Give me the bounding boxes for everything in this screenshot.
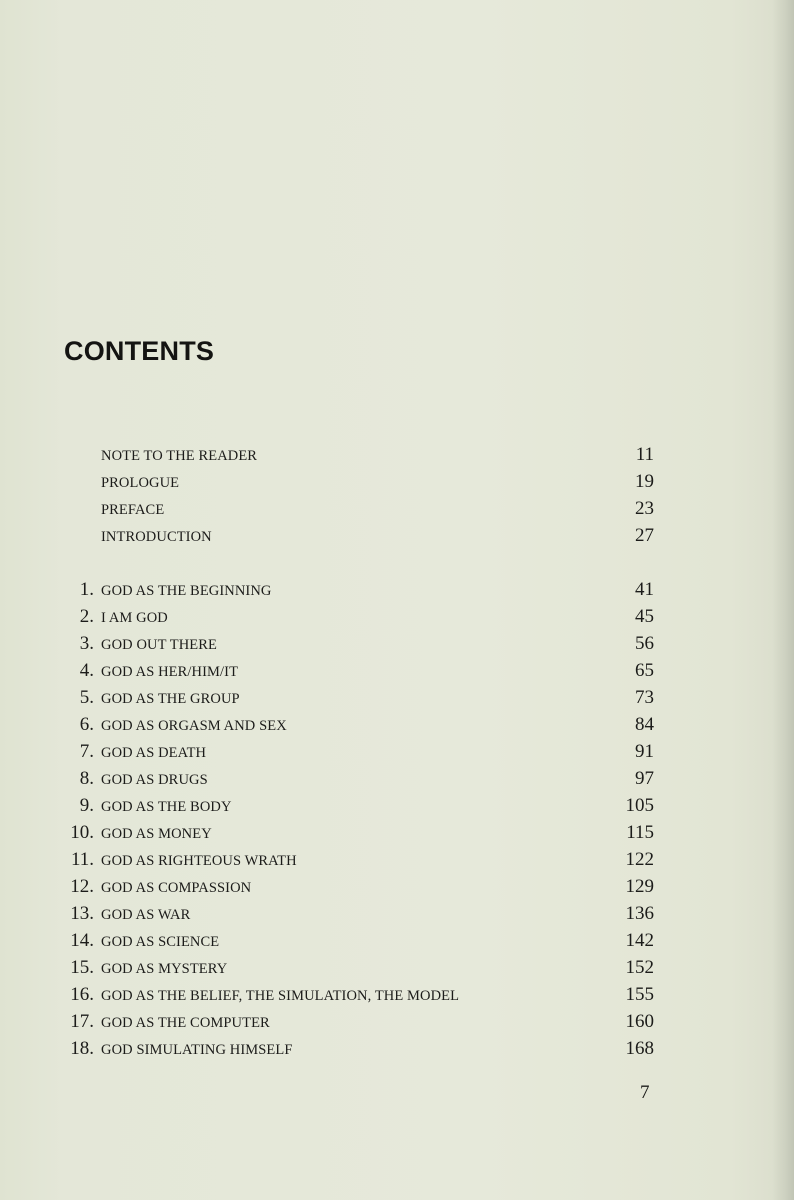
chapter-number: 16. bbox=[70, 984, 94, 1005]
chapter-number: 11. bbox=[70, 849, 94, 870]
chapter-number: 14. bbox=[70, 930, 94, 951]
contents-heading: CONTENTS bbox=[64, 336, 215, 366]
chapter-number: 2. bbox=[79, 606, 94, 627]
toc-entry-title: GOD AS HER/HIM/IT bbox=[101, 664, 239, 680]
toc-entry-page: 160 bbox=[625, 1011, 654, 1032]
toc-entry-page: 91 bbox=[635, 741, 654, 762]
toc-entry-chapter[interactable] bbox=[0, 739, 794, 769]
toc-entry-chapter[interactable] bbox=[0, 901, 794, 931]
toc-entry-page: 73 bbox=[635, 687, 654, 708]
toc-entry-page: 155 bbox=[625, 984, 654, 1005]
toc-entry-chapter[interactable] bbox=[0, 685, 794, 715]
toc-entry-title: GOD AS THE COMPUTER bbox=[101, 1015, 270, 1031]
toc-entry-title: GOD AS WAR bbox=[101, 907, 191, 923]
toc-entry-chapter[interactable] bbox=[0, 766, 794, 796]
toc-entry-chapter[interactable] bbox=[0, 847, 794, 877]
toc-entry-title: GOD SIMULATING HIMSELF bbox=[101, 1042, 293, 1058]
toc-entry-page: 45 bbox=[635, 606, 654, 627]
chapter-number: 1. bbox=[79, 579, 94, 600]
chapter-number: 5. bbox=[79, 687, 94, 708]
chapter-number: 15. bbox=[70, 957, 94, 978]
toc-entry-title: GOD AS MYSTERY bbox=[101, 961, 228, 977]
toc-entry-front-matter[interactable] bbox=[0, 496, 794, 526]
toc-entry-title: GOD AS DRUGS bbox=[101, 772, 208, 788]
toc-entry-title: GOD AS RIGHTEOUS WRATH bbox=[101, 853, 297, 869]
chapter-number: 3. bbox=[79, 633, 94, 654]
toc-entry-title: GOD AS THE BODY bbox=[101, 799, 232, 815]
toc-entry-page: 142 bbox=[625, 930, 654, 951]
toc-entry-title: GOD AS SCIENCE bbox=[101, 934, 220, 950]
toc-entry-page: 41 bbox=[635, 579, 654, 600]
chapter-number: 13. bbox=[70, 903, 94, 924]
page-number: 7 bbox=[640, 1082, 650, 1103]
toc-entry-title: GOD AS DEATH bbox=[101, 745, 207, 761]
toc-entry-chapter[interactable] bbox=[0, 604, 794, 634]
toc-entry-title: INTRODUCTION bbox=[101, 529, 212, 545]
toc-entry-chapter[interactable] bbox=[0, 955, 794, 985]
toc-entry-chapter[interactable] bbox=[0, 658, 794, 688]
chapter-number: 10. bbox=[70, 822, 94, 843]
toc-entry-page: 115 bbox=[626, 822, 654, 843]
toc-entry-title: GOD AS THE GROUP bbox=[101, 691, 240, 707]
chapter-number: 12. bbox=[70, 876, 94, 897]
toc-entry-title: PREFACE bbox=[101, 502, 165, 518]
toc-entry-title: I AM GOD bbox=[101, 610, 168, 626]
toc-entry-chapter[interactable] bbox=[0, 793, 794, 823]
toc-entry-page: 65 bbox=[635, 660, 654, 681]
toc-entry-title: GOD AS THE BELIEF, THE SIMULATION, THE MODEL bbox=[101, 988, 460, 1004]
chapter-number: 17. bbox=[70, 1011, 94, 1032]
toc-entry-title: GOD AS COMPASSION bbox=[101, 880, 252, 896]
chapter-number: 6. bbox=[79, 714, 94, 735]
toc-entry-front-matter[interactable] bbox=[0, 523, 794, 553]
toc-entry-front-matter[interactable] bbox=[0, 442, 794, 472]
toc-entry-page: 23 bbox=[635, 498, 654, 519]
toc-entry-title: GOD AS ORGASM AND SEX bbox=[101, 718, 287, 734]
chapter-number: 8. bbox=[79, 768, 94, 789]
toc-entry-page: 11 bbox=[635, 444, 654, 465]
toc-entry-page: 136 bbox=[625, 903, 654, 924]
toc-entry-chapter[interactable] bbox=[0, 712, 794, 742]
chapter-number: 4. bbox=[79, 660, 94, 681]
toc-entry-page: 129 bbox=[625, 876, 654, 897]
toc-entry-page: 122 bbox=[625, 849, 654, 870]
toc-entry-chapter[interactable] bbox=[0, 577, 794, 607]
toc-entry-page: 84 bbox=[635, 714, 654, 735]
toc-entry-page: 97 bbox=[635, 768, 654, 789]
toc-entry-chapter[interactable] bbox=[0, 631, 794, 661]
toc-entry-title: GOD AS MONEY bbox=[101, 826, 212, 842]
toc-entry-front-matter[interactable] bbox=[0, 469, 794, 499]
toc-entry-title: NOTE TO THE READER bbox=[101, 448, 258, 464]
chapter-number: 7. bbox=[79, 741, 94, 762]
toc-entry-chapter[interactable] bbox=[0, 1036, 794, 1066]
toc-entry-chapter[interactable] bbox=[0, 820, 794, 850]
chapter-number: 9. bbox=[79, 795, 94, 816]
chapter-number: 18. bbox=[70, 1038, 94, 1059]
toc-entry-page: 27 bbox=[635, 525, 654, 546]
toc-entry-title: PROLOGUE bbox=[101, 475, 180, 491]
toc-entry-page: 168 bbox=[625, 1038, 654, 1059]
toc-entry-title: GOD OUT THERE bbox=[101, 637, 217, 653]
toc-entry-page: 105 bbox=[625, 795, 654, 816]
toc-entry-page: 56 bbox=[635, 633, 654, 654]
toc-entry-chapter[interactable] bbox=[0, 928, 794, 958]
toc-entry-page: 152 bbox=[625, 957, 654, 978]
toc-entry-chapter[interactable] bbox=[0, 982, 794, 1012]
toc-entry-chapter[interactable] bbox=[0, 874, 794, 904]
toc-entry-chapter[interactable] bbox=[0, 1009, 794, 1039]
toc-entry-page: 19 bbox=[635, 471, 654, 492]
toc-entry-title: GOD AS THE BEGINNING bbox=[101, 583, 272, 599]
